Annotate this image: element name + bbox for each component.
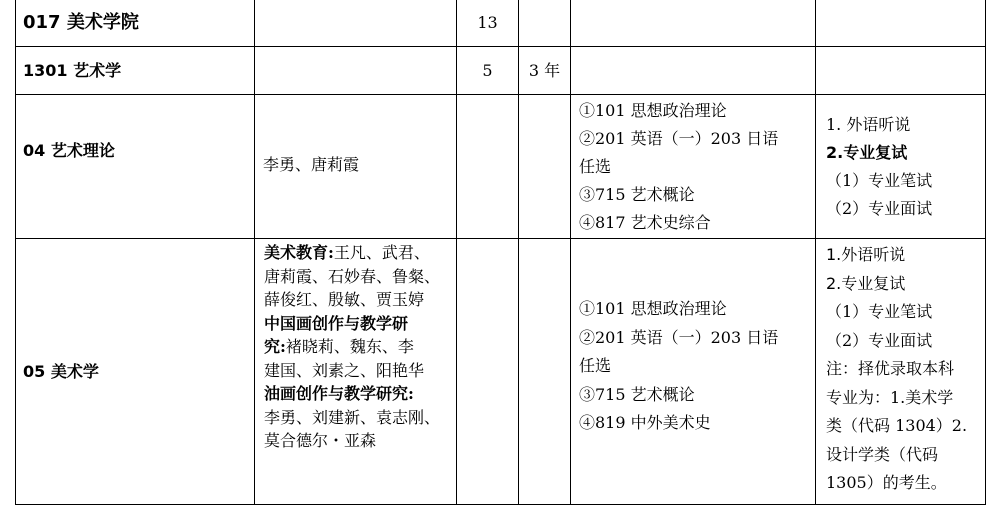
table-row: [16, 0, 986, 47]
notes-cell: [816, 95, 986, 239]
exams-cell: [571, 47, 816, 95]
note-line: 1305）的考生。: [826, 473, 947, 492]
notes-cell: [816, 239, 986, 505]
note-line: 1. 外语听说: [826, 114, 911, 134]
exam-line: 任选: [579, 356, 612, 375]
supervisor-names: 王凡、武君、: [333, 243, 430, 262]
note-line: 注：择优录取本科: [826, 359, 955, 378]
exam-line: 任选: [579, 156, 612, 176]
exam-line: ①101 思想政治理论: [579, 299, 727, 318]
notes-cell: [816, 0, 986, 47]
supervisors-cell: [255, 239, 457, 505]
research-area-label: 究:: [264, 337, 286, 356]
note-line: 2.专业复试: [826, 142, 908, 162]
years-cell: 3 年: [519, 47, 571, 95]
note-line: 设计学类（代码: [826, 444, 939, 464]
note-line: 2.专业复试: [826, 273, 906, 293]
table-row: [16, 239, 986, 505]
note-line: （2）专业面试: [826, 198, 933, 218]
exams-cell: [571, 239, 816, 505]
years-cell: [519, 0, 571, 47]
supervisors-cell: [255, 0, 457, 47]
research-area-label: 中国画创作与教学研: [264, 313, 409, 333]
exam-line: ④819 中外美术史: [579, 413, 711, 432]
quota-cell: 5: [457, 47, 519, 95]
note-line: 1.外语听说: [826, 245, 906, 264]
research-area-label: 油画创作与教学研究:: [264, 384, 414, 403]
note-line: （1）专业笔试: [826, 170, 933, 190]
college-name: 017 美术学院: [16, 0, 255, 47]
supervisor-names: 薛俊红、殷敏、贾玉婷: [264, 290, 425, 309]
exams-cell: [571, 0, 816, 47]
exam-line: ②201 英语（一）203 日语: [579, 327, 779, 347]
note-line: （2）专业面试: [826, 330, 933, 350]
exam-line: ④817 艺术史综合: [579, 212, 711, 232]
research-area-label: 美术教育:: [264, 243, 334, 262]
table-row: [16, 95, 986, 239]
quota-cell: 13: [457, 0, 519, 47]
exam-line: ③715 艺术概论: [579, 184, 695, 204]
supervisor-names: 李勇、刘建新、袁志刚、: [264, 407, 441, 427]
supervisor-names: 唐莉霞、石妙春、鲁粲、: [264, 266, 441, 286]
table-row: [16, 47, 986, 95]
supervisor-names: 褚晓莉、魏东、李: [285, 337, 414, 356]
exam-line: ①101 思想政治理论: [579, 100, 727, 120]
years-cell: [519, 95, 571, 239]
years-cell: [519, 239, 571, 505]
supervisors-cell: 李勇、唐莉霞: [255, 95, 457, 239]
supervisor-names: 莫合德尔・亚森: [264, 431, 377, 450]
exams-cell: [571, 95, 816, 239]
quota-cell: [457, 95, 519, 239]
quota-cell: [457, 239, 519, 505]
enrollment-table: [15, 0, 986, 505]
exam-line: ③715 艺术概论: [579, 384, 695, 404]
supervisor-names: 建国、刘素之、阳艳华: [264, 360, 425, 380]
note-line: 专业为：1.美术学: [826, 387, 954, 407]
discipline-name: 1301 艺术学: [16, 47, 255, 95]
direction-name: 05 美术学: [16, 239, 255, 505]
notes-cell: [816, 47, 986, 95]
exam-line: ②201 英语（一）203 日语: [579, 128, 779, 148]
note-line: 类（代码 1304）2.: [826, 416, 968, 435]
direction-name: 04 艺术理论: [16, 95, 255, 239]
supervisors-cell: [255, 47, 457, 95]
note-line: （1）专业笔试: [826, 302, 933, 321]
